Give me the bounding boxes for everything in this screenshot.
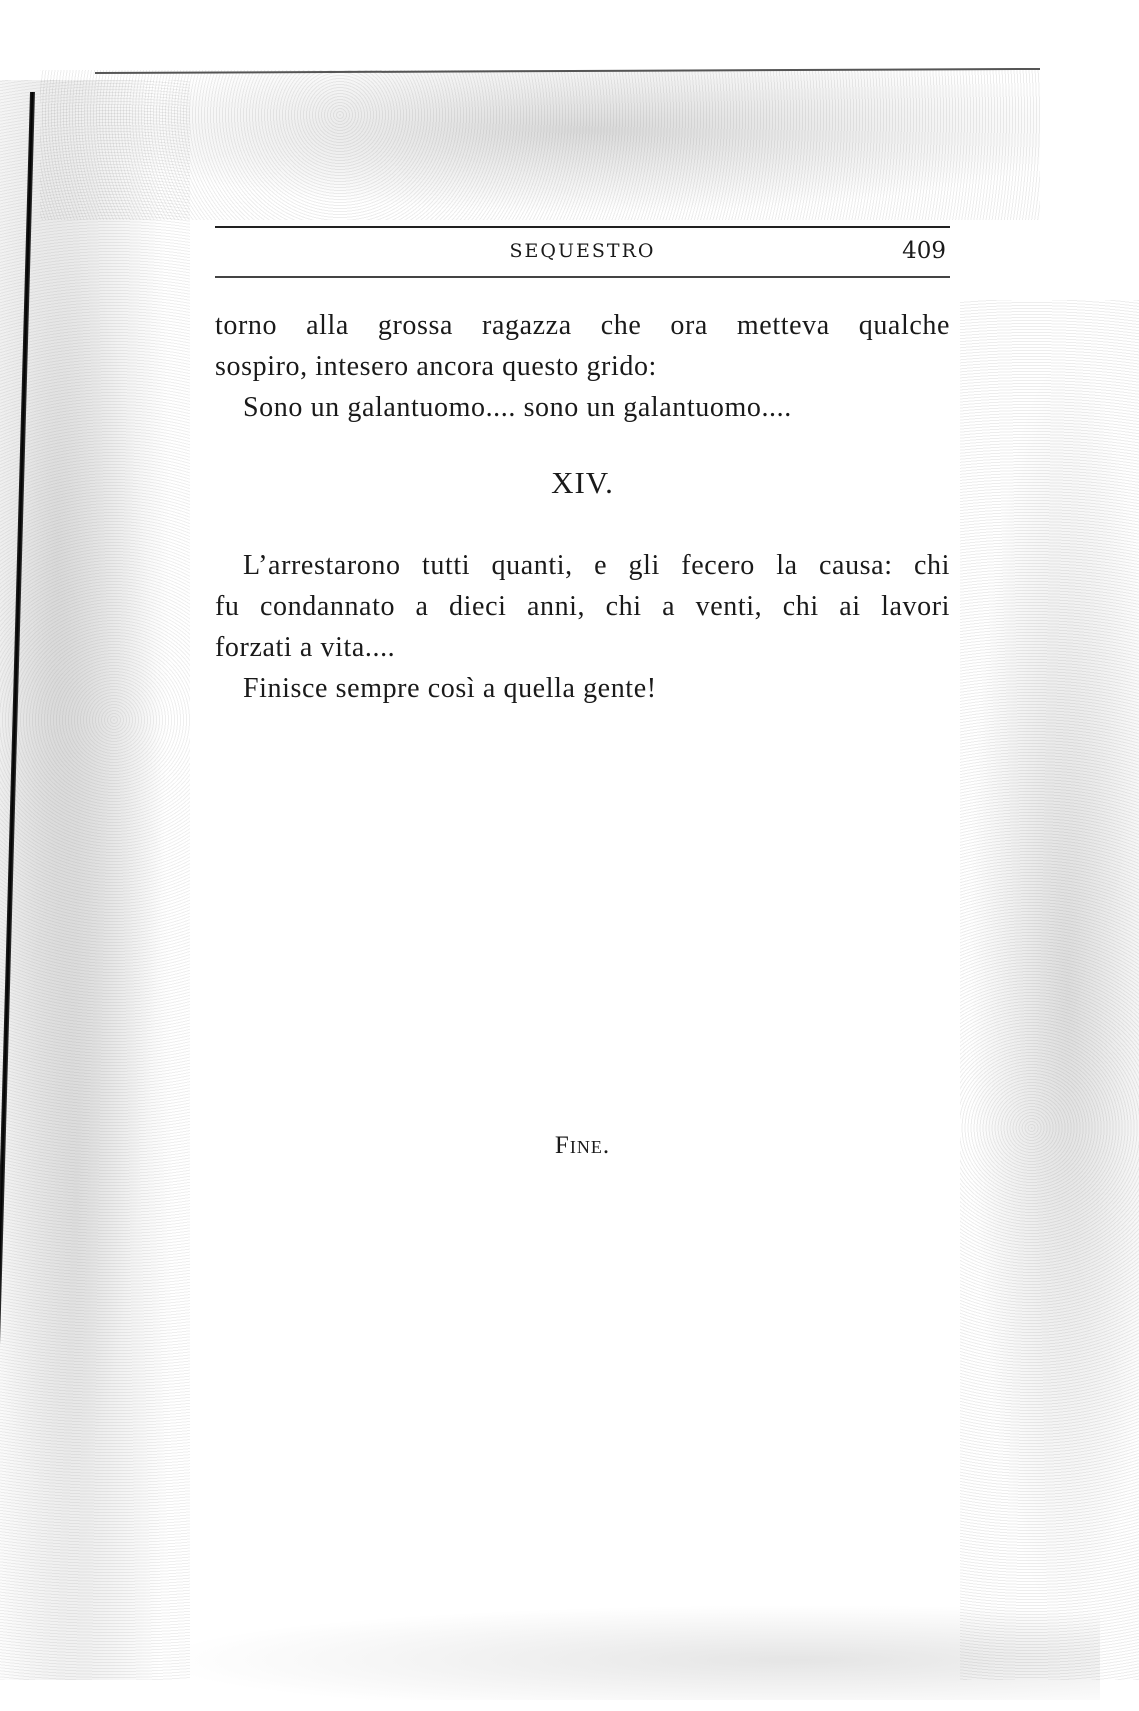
- text-line: Sono un galantuomo.... sono un galantuomo....: [243, 392, 792, 423]
- page-number: 409: [902, 238, 946, 264]
- header-rule-bottom: [215, 276, 950, 278]
- scan-texture-bottom: [100, 1600, 1100, 1700]
- running-head-title: SEQUESTRO: [509, 240, 656, 262]
- page-binding-edge: [0, 92, 35, 1692]
- text-line: Finisce sempre così a quella gente!: [243, 673, 657, 704]
- page-top-edge: [95, 68, 1040, 74]
- text-line: torno alla grossa ragazza che ora metteva qualche: [215, 310, 950, 341]
- chapter-heading: XIV.: [551, 465, 614, 500]
- paragraph-arrest: [215, 545, 950, 709]
- text-line: sospiro, intesero ancora questo grido:: [215, 351, 657, 382]
- text-line: L’arrestarono tutti quanti, e gli fecero la causa: chi: [243, 550, 950, 581]
- text-line: fu condannato a dieci anni, chi a venti, chi ai lavori: [215, 591, 950, 622]
- header-rule-top: [215, 226, 950, 228]
- scan-texture-right: [960, 300, 1139, 1680]
- scan-texture-top: [40, 70, 1040, 220]
- text-line: forzati a vita....: [215, 632, 396, 663]
- end-mark: Fine.: [554, 1132, 611, 1159]
- running-head: [215, 222, 950, 278]
- paragraph-continued: [215, 305, 950, 428]
